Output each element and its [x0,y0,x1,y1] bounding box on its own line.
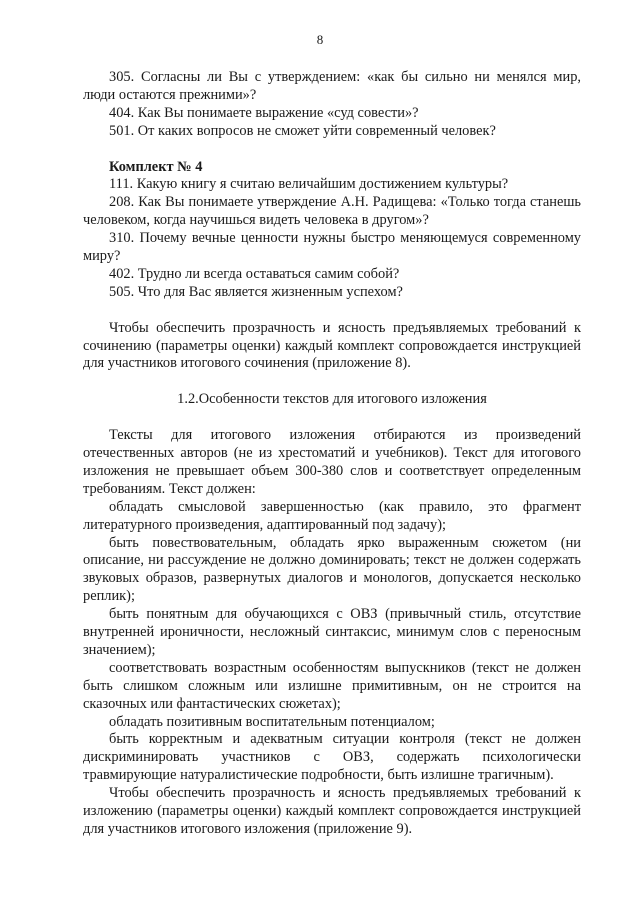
kit4-question-310: 310. Почему вечные ценности нужны быстро меняющемуся современному миру? [83,230,581,265]
page-content [83,69,581,839]
kit4-question-208: 208. Как Вы понимаете утверждение А.Н. Радищева: «Только тогда станешь человеком, когда научишься видеть человека в другом»? [83,194,581,229]
section-title: 1.2.Особенности текстов для итогового изложения [177,391,487,408]
essay-instruction-note: Чтобы обеспечить прозрачность и ясность предъявляемых требований к сочинению (параметры оценки) каждый комплект сопровождается инструкцией для участников итогового сочинения (приложение 8). [83,319,581,372]
requirement-item: быть понятным для обучающихся с ОВЗ (привычный стиль, отсутствие внутренней ироничности, несложный синтаксис, минимум слов с переносным значением); [83,606,581,658]
question-501: 501. От каких вопросов не сможет уйти современный человек? [109,122,496,139]
requirement-item: обладать позитивным воспитательным потенциалом; [109,713,435,730]
spacer [83,302,581,320]
requirement-item: соответствовать возрастным особенностям выпускников (текст не должен быть слишком сложным или излишне примитивным, он не строится на сказочных или фантастических сюжетах); [83,659,581,712]
kit4-question-402: 402. Трудно ли всегда оставаться самим собой? [109,265,400,282]
page-number: 8 [316,32,324,47]
kit-4-heading: Комплект № 4 [109,158,203,175]
requirement-item: быть повествовательным, обладать ярко выраженным сюжетом (ни описание, ни рассуждение не должно доминировать; текст не должен содержать звуковых образов, развернутых диалогов и монологов, допускается несколько реплик); [83,534,581,605]
requirement-item: обладать смысловой завершенностью (как правило, это фрагмент литературного произведения, адаптированный под задачу); [83,498,581,533]
kit4-question-111: 111. Какую книгу я считаю величайшим достижением культуры? [109,176,509,193]
kit4-question-505: 505. Что для Вас является жизненным успехом? [109,283,403,300]
section-intro: Тексты для итогового изложения отбираются из произведений отечественных авторов (не из хрестоматий и учебников). Текст для итогового изложения не превышает объем 300-380 слов и соответствует определенным требованиям. Текст должен: [83,427,581,497]
requirement-item: быть корректным и адекватным ситуации контроля (текст не должен дискриминировать участников с ОВЗ, содержать психологически травмирующие натуралистические подробности, быть излишне трагичным). [83,731,581,784]
question-404: 404. Как Вы понимаете выражение «суд совести»? [109,104,419,121]
section-closing: Чтобы обеспечить прозрачность и ясность предъявляемых требований к изложению (параметры оценки) каждый комплект сопровождается инструкцией для участников итогового изложения (приложение 9). [83,785,581,837]
question-305: 305. Согласны ли Вы с утверждением: «как бы сильно ни менялся мир, люди остаются прежними»? [83,69,581,103]
